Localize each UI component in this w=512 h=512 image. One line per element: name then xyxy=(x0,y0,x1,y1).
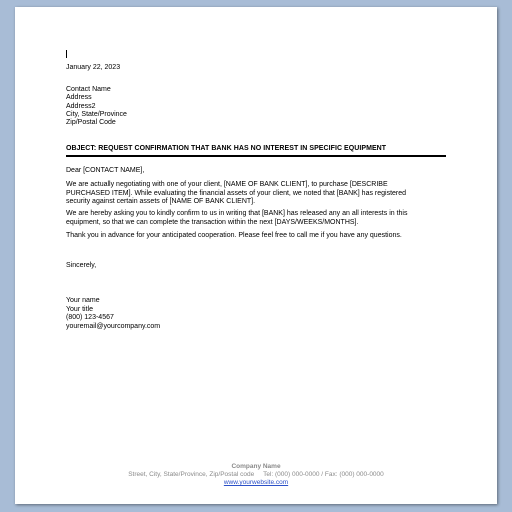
address-line: Zip/Postal Code xyxy=(66,119,116,127)
body-paragraph: Thank you in advance for your anticipated cooperation. Please feel free to call me if you have any questions. xyxy=(66,232,402,239)
address-line: Address xyxy=(66,94,92,102)
address-line: City, State/Province xyxy=(66,110,127,118)
address-line: Address2 xyxy=(66,102,96,110)
signature-line: (800) 123-4567 xyxy=(66,314,114,321)
footer-address: Street, City, State/Province, Zip/Postal code Tel: (000) 000-0000 / Fax: (000) 000-0000 xyxy=(128,471,384,478)
page-footer xyxy=(0,463,512,487)
letter-subject: OBJECT: REQUEST CONFIRMATION THAT BANK HAS NO INTEREST IN SPECIFIC EQUIPMENT xyxy=(66,145,387,152)
body-paragraph: We are hereby asking you to kindly confirm to us in writing that [BANK] has released any an all interests in this equipment, so that we can complete the transaction within the next [DAYS/WEEKS/MONTHS]. xyxy=(66,210,408,226)
letter-date: January 22, 2023 xyxy=(66,64,121,71)
subject-underline xyxy=(66,155,446,157)
document-page xyxy=(15,7,497,504)
address-line: Contact Name xyxy=(66,86,111,93)
salutation: Dear [CONTACT NAME], xyxy=(66,167,145,174)
recipient-address xyxy=(66,86,127,127)
signature-line: Your name xyxy=(66,297,100,304)
signature-line: Your title xyxy=(66,305,93,313)
closing: Sincerely, xyxy=(66,262,97,269)
footer-website-link[interactable]: www.yourwebsite.com xyxy=(223,479,289,486)
signature-block xyxy=(66,297,160,331)
text-cursor xyxy=(66,50,67,58)
signature-line: youremail@yourcompany.com xyxy=(66,322,161,330)
footer-company: Company Name xyxy=(231,463,281,470)
body-paragraph: We are actually negotiating with one of your client, [NAME OF BANK CLIENT], to purchase [DESCRIBE PURCHASED ITEM]. While evaluating the financial assets of your client, we noted that [BANK] has registered security against certain assets of [NAME OF BANK CLIENT]. xyxy=(66,181,407,205)
